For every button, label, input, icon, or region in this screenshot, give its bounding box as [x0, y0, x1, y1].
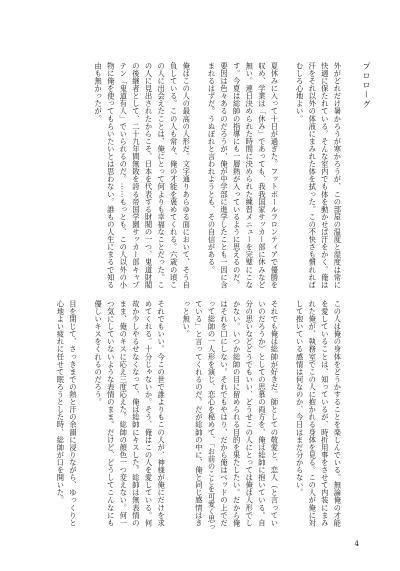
paragraph: それでもいい。今この世で誰よりもこの人が、神様が俺にだけを求めてくれる。十分じゃないか。そう、俺はこの人を愛している。何故か少しやるせなくなって、俺は総帥にキスした。総帥は無表情のまま、俺のキスに応え三度応えた。総帥の顔色一つ変えない。何一つ気にしていないような表情のまま。だけど、どうしてこんなにも優しいキスをくれるのだろう。	[94, 300, 167, 527]
upper-text-block	[46, 62, 356, 294]
paragraph: この人は俺の身体をどうかすることを楽しんでいる。無論俺の才能を愛していることは、知っているが、時折用事をさせて内装にまみれた俺が、執務室でこの人に抱かれる身体を見る。この人が俺に対して抱いている感情は何なのか、今日はまだ分からない。	[295, 300, 343, 527]
paragraph: 俺はこの人の最高の人形だ。文字通りあらゆる面において、そう自負している。この人も常々、俺の才能を褒めてくれる。六歳の頃この人に出会えたことは、俺にとって何よりも幸福なことだった。この人に見出されたからこそ、日本を代表する財閥の一つ、鬼道財閥の後継者として、二十九年間無敗を誇る帝国学園サッカー部キャプテン「鬼道有人」でいられるのだ。……もっとも、この人以外の小物に俺を使ってもらいたいとは思わない。誰もの人生にまるで知る由も無かったが。	[94, 62, 192, 289]
chapter-title: プロローグ	[362, 62, 371, 110]
lower-text-block	[46, 300, 356, 532]
paragraph: 目を閉じて、さっきまでの熱と汗の余韻に浸りながら、ゆっくりと心地よい疲れに任せて眠ろうとした時、総帥が口を開いた。	[56, 300, 78, 527]
paragraph: 夏休みに入って十日が過ぎた。フットボールフロンティアで優勝を収め、学業は「休み」であっても、我我国家サッカー部に休みなど無い。連日決められた時間に決められた練習メニューを完璧にこなす。今夏は総帥の指導にも一層熱が入っているように思えるのだ。要因は色々あるのだろうが、俺が中学部に進学したことも一因に含まれるはずだ。うぬぼれと言われようとも、その自信がある。	[207, 62, 280, 289]
paragraph: それでも俺は総帥が好きだ。師としての敬愛と、恋人（と言っていいのだろうか）としての思慕の両方を、俺は総帥に抱いている。自分の思いなどどうでもいい、どうせこの人にとっては俺は人形でしかない。いつか総帥の目に留められる目的を果たしたい。だから俺はそれを口にしない。それでもやはり、だから俺はベッドの上でだって総帥の一人形を演じ、恋心を秘めて、「お前のことを可愛く思っている」と言ってくれるのだ。だが総帥の中に、俺と同じ感情はきっと無い。	[182, 300, 280, 531]
paragraph: 外がどれだけ暑かろうが寒かろうが、この部屋の温度と湿度は常に快適に保たれている。そんな室内でも体を動かせば汗をかく。俺は汗をそれ以外の体液にまみれた体を拭った。この不快さも慣れればむしろ心地よい。	[295, 62, 343, 289]
page-number: 4	[354, 540, 359, 548]
